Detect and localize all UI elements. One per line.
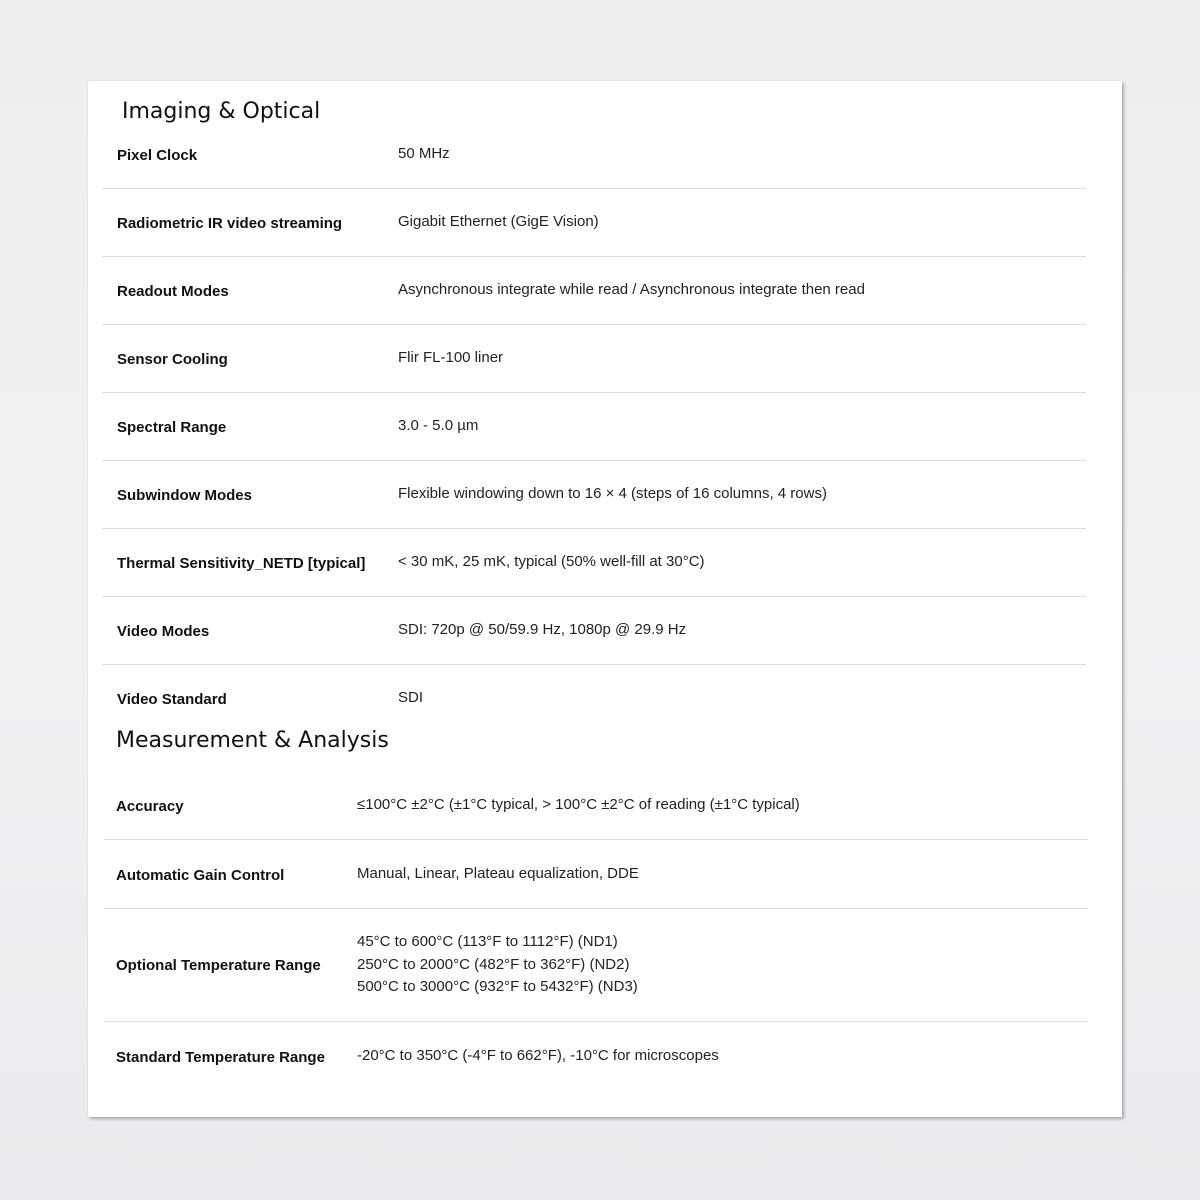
spec-label: Automatic Gain Control [116,867,285,884]
spec-row-standard-temperature-range [104,1022,1088,1091]
spec-row-spectral-range [102,393,1086,461]
spec-label: Readout Modes [117,283,229,300]
spec-row-video-modes [102,597,1086,665]
spec-label: Radiometric IR video streaming [117,215,343,232]
spec-value: ≤100°C ±2°C (±1°C typical, > 100°C ±2°C of reading (±1°C typical) [357,796,800,813]
spec-row-optional-temperature-range [104,909,1088,1022]
spec-row-accuracy [104,771,1088,840]
spec-label: Video Standard [117,691,227,708]
spec-value: Flir FL-100 liner [398,349,504,366]
spec-value: Asynchronous integrate while read / Asynchronous integrate then read [398,281,865,298]
spec-row-subwindow-modes [102,461,1086,529]
spec-value: < 30 mK, 25 mK, typical (50% well-fill at 30°C) [398,553,705,570]
spec-value: -20°C to 350°C (-4°F to 662°F), -10°C for microscopes [357,1047,719,1064]
spec-value: 3.0 - 5.0 µm [398,417,479,434]
spec-label: Accuracy [116,798,184,815]
spec-label: Pixel Clock [117,147,198,164]
spec-label: Standard Temperature Range [116,1049,325,1066]
spec-label: Optional Temperature Range [116,957,321,974]
spec-card [88,81,1122,1117]
spec-row-radiometric-ir-video-streaming [102,189,1086,257]
spec-value: Gigabit Ethernet (GigE Vision) [398,213,599,230]
spec-row-sensor-cooling [102,325,1086,393]
spec-row-video-standard [102,665,1086,715]
spec-row-readout-modes [102,257,1086,325]
spec-label: Sensor Cooling [117,351,228,368]
spec-value-line: 500°C to 3000°C (932°F to 5432°F) (ND3) [357,978,638,995]
spec-value: Manual, Linear, Plateau equalization, DDE [357,865,639,882]
spec-label: Thermal Sensitivity_NETD [typical] [117,555,366,572]
spec-label: Spectral Range [117,419,227,436]
spec-value: 50 MHz [398,145,450,162]
spec-row-pixel-clock [102,121,1086,189]
section-title-measurement-analysis: Measurement & Analysis [116,728,389,753]
spec-label: Video Modes [117,623,210,640]
spec-row-automatic-gain-control [104,840,1088,909]
spec-label: Subwindow Modes [117,487,252,504]
section-title-imaging-optical: Imaging & Optical [122,99,321,124]
spec-value: SDI [398,689,424,706]
spec-row-thermal-sensitivity [102,529,1086,597]
spec-value: Flexible windowing down to 16 × 4 (steps of 16 columns, 4 rows) [398,485,827,502]
spec-value: SDI: 720p @ 50/59.9 Hz, 1080p @ 29.9 Hz [398,621,687,638]
spec-value-line: 45°C to 600°C (113°F to 1112°F) (ND1) [357,933,618,950]
spec-value-multiline [357,931,638,999]
spec-value-line: 250°C to 2000°C (482°F to 362°F) (ND2) [357,955,630,973]
